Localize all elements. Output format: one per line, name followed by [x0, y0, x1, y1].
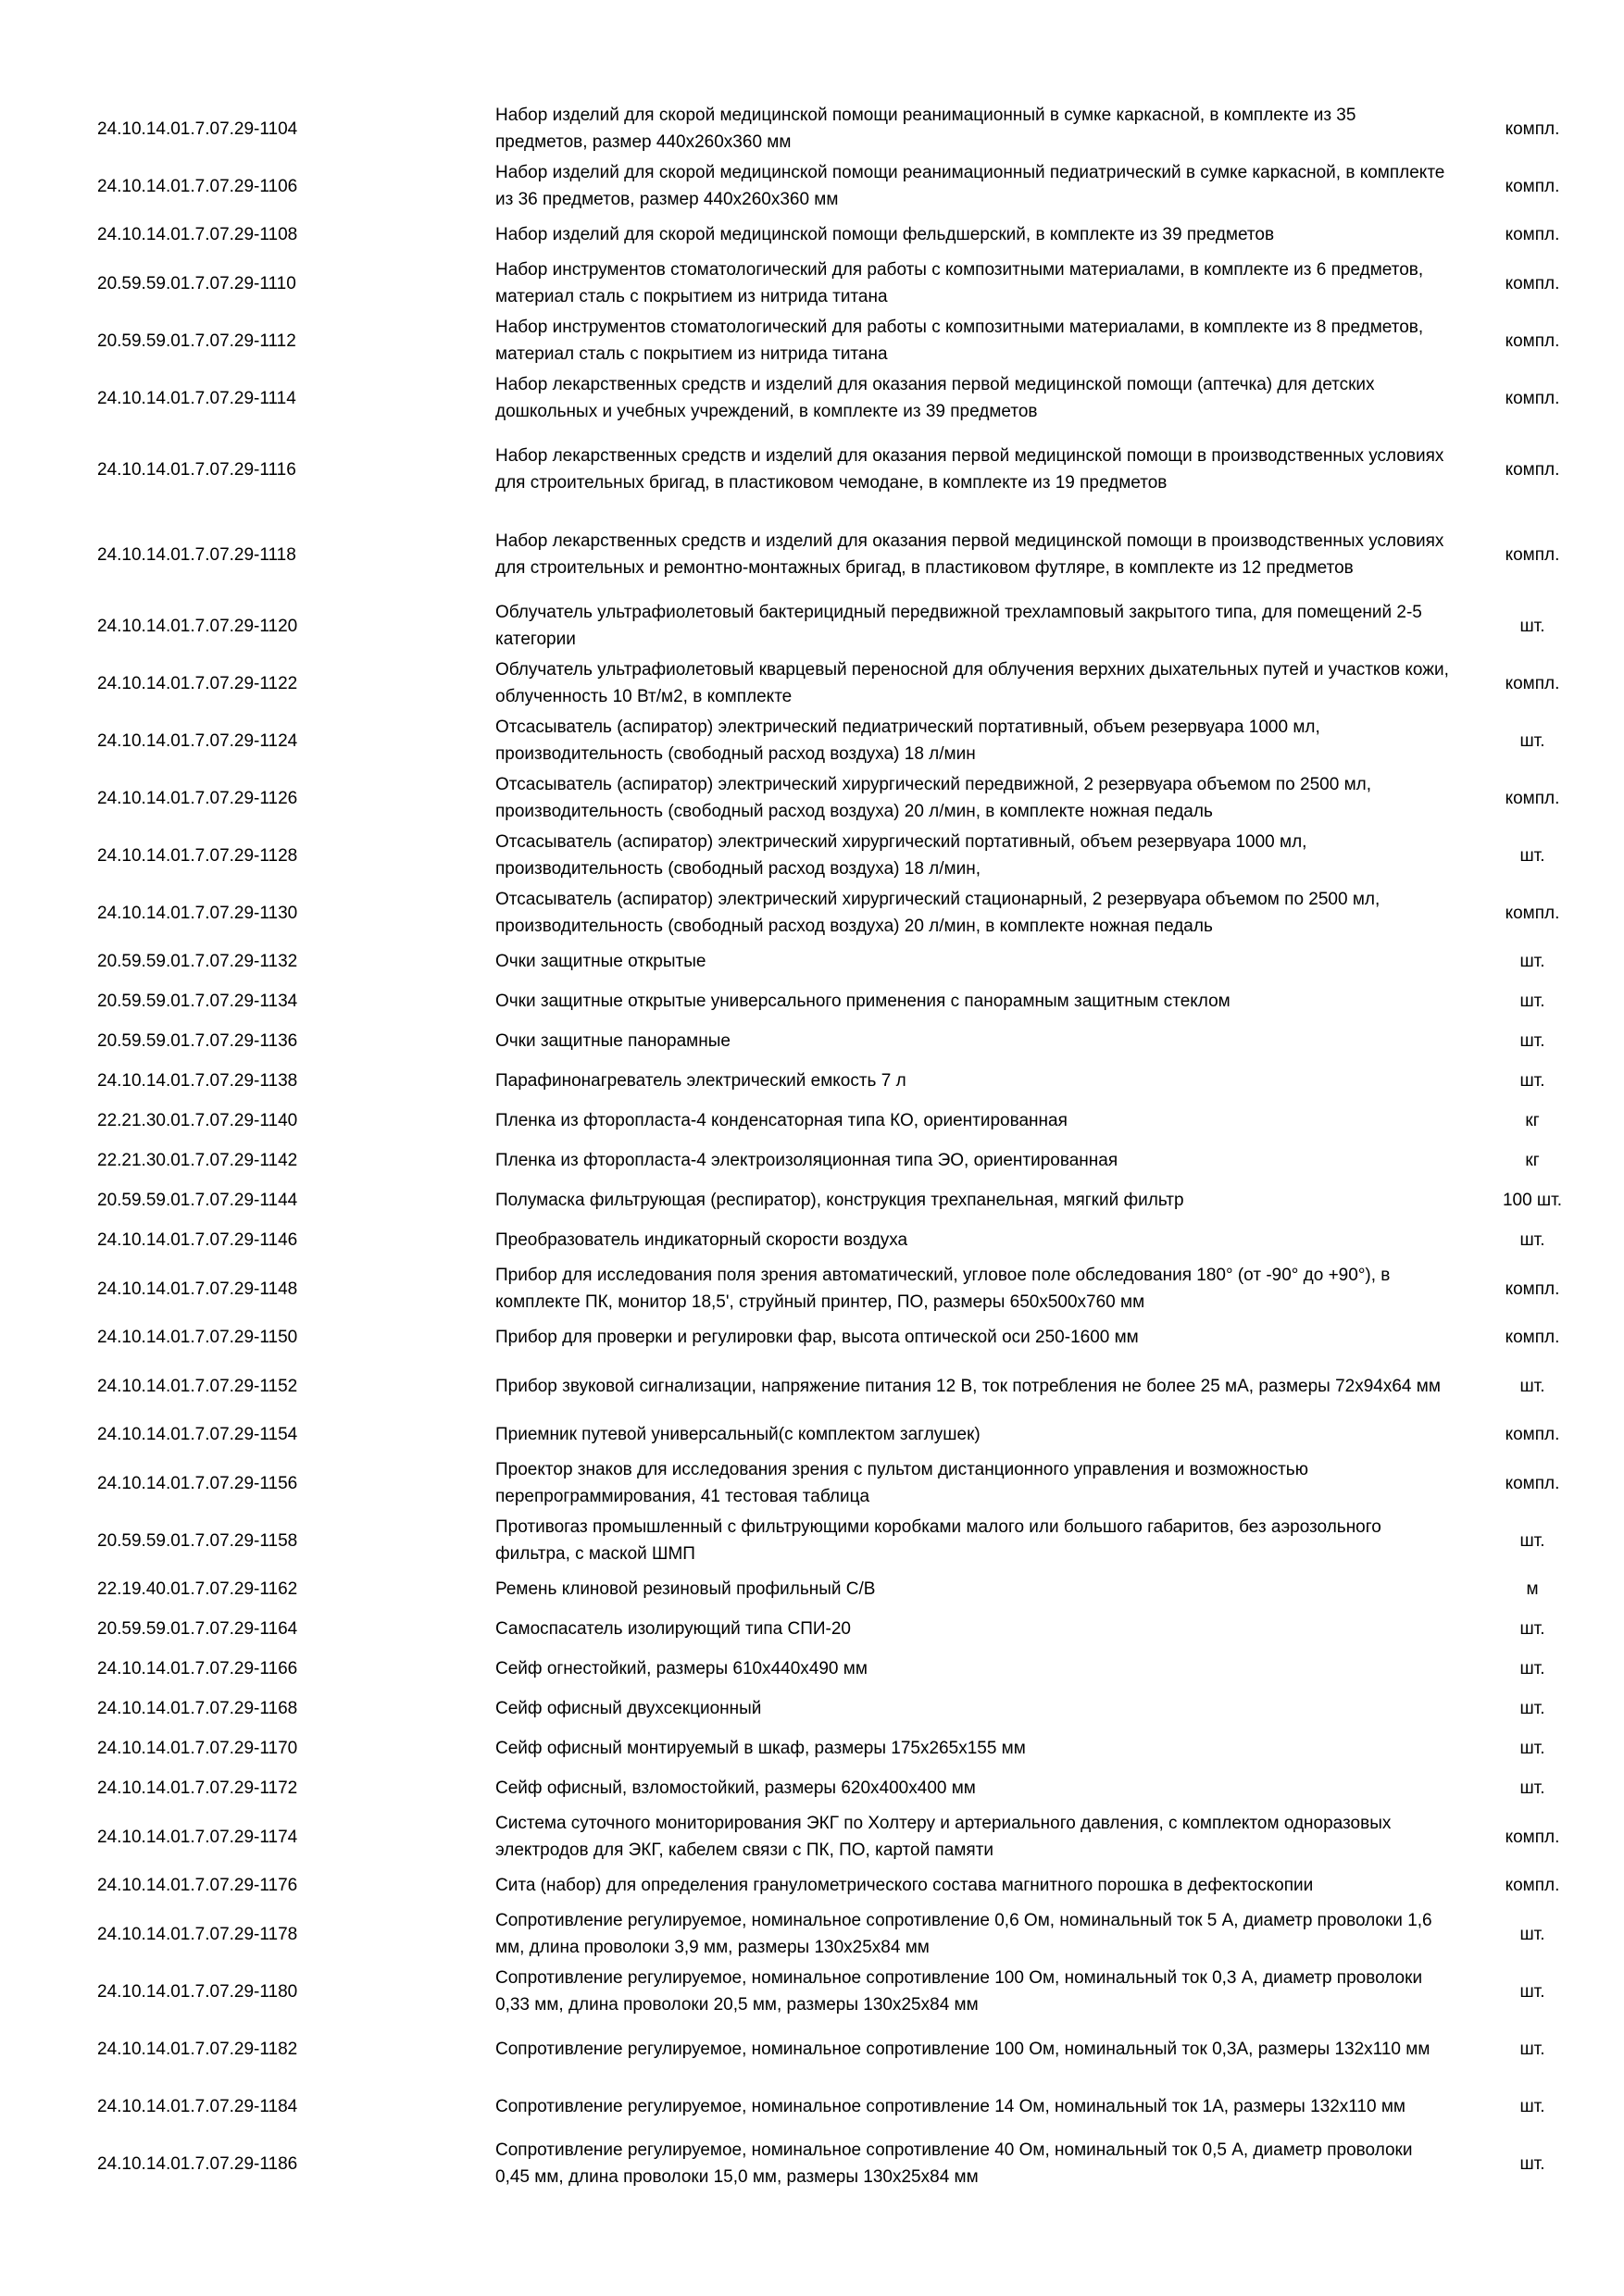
item-name: Противогаз промышленный с фильтрующими коробками малого или большого габаритов, без аэрозольного фильтра, с маской ШМП [495, 1517, 1381, 1564]
item-unit: кг [1525, 1151, 1540, 1170]
item-unit: шт. [1519, 845, 1545, 866]
item-code: 24.10.14.01.7.07.29-1180 [97, 1981, 298, 2002]
table-row [88, 942, 1588, 981]
table-row [88, 100, 1588, 157]
table-row [88, 2078, 1588, 2135]
table-row [88, 597, 1588, 655]
table-row [88, 827, 1588, 884]
item-code: 24.10.14.01.7.07.29-1124 [97, 730, 298, 751]
item-code: 24.10.14.01.7.07.29-1182 [97, 2039, 298, 2059]
item-name: Прибор для проверки и регулировки фар, высота оптической оси 250-1600 мм [495, 1328, 1139, 1347]
item-code: 24.10.14.01.7.07.29-1122 [97, 673, 298, 693]
item-name: Преобразователь индикаторный скорости воздуха [495, 1230, 908, 1250]
item-name: Полумаска фильтрующая (респиратор), конструкция трехпанельная, мягкий фильтр [495, 1191, 1184, 1210]
item-unit: компл. [1505, 273, 1560, 293]
item-unit: шт. [1519, 1659, 1545, 1678]
item-code: 24.10.14.01.7.07.29-1104 [97, 119, 298, 139]
table-row [88, 1728, 1588, 1768]
item-code: 20.59.59.01.7.07.29-1134 [97, 992, 298, 1011]
item-unit: м [1526, 1579, 1539, 1599]
item-unit: шт. [1519, 1619, 1545, 1639]
item-unit: компл. [1505, 331, 1560, 351]
item-name: Набор инструментов стоматологический для работы с композитными материалами, в комплекте из 6 предметов, материал сталь с покрытием из нитрида титана [495, 260, 1424, 306]
item-unit: компл. [1505, 544, 1560, 565]
item-unit: шт. [1519, 616, 1545, 636]
item-name: Очки защитные панорамные [495, 1031, 731, 1051]
item-name: Набор изделий для скорой медицинской помощи реанимационный педиатрический в сумке каркасной, в комплекте из 36 предметов, размер 440х260х360 мм [495, 163, 1445, 209]
item-name: Сопротивление регулируемое, номинальное сопротивление 40 Ом, номинальный ток 0,5 А, диаметр проволоки 0,45 мм, длина проволоки 15,0 мм, размеры 130х25х84 мм [495, 2140, 1413, 2187]
item-name: Пленка из фторопласта-4 конденсаторная типа КО, ориентированная [495, 1111, 1068, 1130]
item-unit: шт. [1519, 1530, 1545, 1551]
item-code: 24.10.14.01.7.07.29-1146 [97, 1230, 298, 1250]
item-unit: компл. [1505, 1328, 1560, 1347]
table-row [88, 157, 1588, 215]
item-name: Отсасыватель (аспиратор) электрический хирургический стационарный, 2 резервуара объемом по 2500 мл, производительность (свободный расход воздуха) 20 л/мин, в комплекте ножная педаль [495, 890, 1380, 936]
table-row [88, 1689, 1588, 1728]
table-row [88, 712, 1588, 769]
table-row [88, 1905, 1588, 1963]
item-code: 22.21.30.01.7.07.29-1140 [97, 1111, 298, 1130]
table-row [88, 655, 1588, 712]
item-name: Очки защитные открытые [495, 952, 706, 971]
item-code: 24.10.14.01.7.07.29-1174 [97, 1827, 298, 1847]
table-row [88, 2135, 1588, 2192]
table-row [88, 215, 1588, 255]
item-name: Самоспасатель изолирующий типа СПИ-20 [495, 1619, 851, 1639]
item-name: Набор инструментов стоматологический для работы с композитными материалами, в комплекте из 8 предметов, материал сталь с покрытием из нитрида титана [495, 318, 1424, 364]
items-table-body [88, 100, 1588, 2192]
item-code: 24.10.14.01.7.07.29-1138 [97, 1071, 298, 1091]
item-code: 20.59.59.01.7.07.29-1110 [97, 273, 296, 293]
items-table [88, 100, 1588, 2192]
table-row [88, 427, 1588, 512]
table-row [88, 369, 1588, 427]
table-row [88, 1101, 1588, 1141]
item-unit: компл. [1505, 459, 1560, 480]
item-name: Сейф офисный, взломостойкий, размеры 620х400х400 мм [495, 1778, 976, 1798]
table-row [88, 1963, 1588, 2020]
item-unit: шт. [1519, 730, 1545, 751]
item-unit: компл. [1505, 673, 1560, 693]
item-name: Набор изделий для скорой медицинской помощи реанимационный в сумке каркасной, в комплекте из 35 предметов, размер 440х260х360 мм [495, 106, 1356, 152]
table-row [88, 1569, 1588, 1609]
item-name: Отсасыватель (аспиратор) электрический педиатрический портативный, объем резервуара 1000 мл, производительность (свободный расход воздуха) 18 л/мин [495, 718, 1320, 764]
item-name: Прибор для исследования поля зрения автоматический, угловое поле обследования 180° (от -90° до +90°), в комплекте ПК, монитор 18,5', струйный принтер, ПО, размеры 650х500х760 мм [495, 1266, 1391, 1312]
item-unit: шт. [1519, 992, 1545, 1011]
item-code: 24.10.14.01.7.07.29-1106 [97, 176, 298, 196]
item-unit: компл. [1505, 1425, 1560, 1444]
item-code: 22.21.30.01.7.07.29-1142 [97, 1151, 298, 1170]
item-name: Сита (набор) для определения гранулометрического состава магнитного порошка в дефектоскопии [495, 1876, 1314, 1895]
table-row [88, 312, 1588, 369]
table-row [88, 1609, 1588, 1649]
item-unit: компл. [1505, 176, 1560, 196]
item-code: 24.10.14.01.7.07.29-1186 [97, 2153, 298, 2174]
table-row [88, 1180, 1588, 1220]
item-name: Набор лекарственных средств и изделий для оказания первой медицинской помощи в производственных условиях для строительных бригад, в пластиковом чемодане, в комплекте из 19 предметов [495, 446, 1444, 493]
item-unit: шт. [1519, 2039, 1545, 2059]
item-name: Прибор звуковой сигнализации, напряжение питания 12 В, ток потребления не более 25 мА, размеры 72х94х64 мм [495, 1376, 1441, 1396]
table-row [88, 769, 1588, 827]
item-name: Облучатель ультрафиолетовый бактерицидный передвижной трехламповый закрытого типа, для помещений 2-5 категории [495, 603, 1422, 649]
table-row [88, 1866, 1588, 1905]
item-unit: шт. [1519, 1924, 1545, 1944]
item-unit: шт. [1519, 2153, 1545, 2174]
item-name: Сейф офисный монтируемый в шкаф, размеры 175х265х155 мм [495, 1739, 1026, 1758]
item-unit: шт. [1519, 1031, 1545, 1051]
item-code: 22.19.40.01.7.07.29-1162 [97, 1579, 298, 1599]
item-name: Сейф офисный двухсекционный [495, 1699, 762, 1718]
item-unit: компл. [1505, 1279, 1560, 1299]
item-code: 24.10.14.01.7.07.29-1184 [97, 2096, 298, 2116]
table-row [88, 1808, 1588, 1866]
table-row [88, 255, 1588, 312]
item-code: 24.10.14.01.7.07.29-1166 [97, 1659, 298, 1678]
item-unit: шт. [1519, 1230, 1545, 1250]
item-code: 20.59.59.01.7.07.29-1132 [97, 952, 298, 971]
table-row [88, 1317, 1588, 1357]
item-name: Набор лекарственных средств и изделий для оказания первой медицинской помощи в производственных условиях для строительных и ремонтно-монтажных бригад, в пластиковом футляре, в комплекте из 12 предметов [495, 531, 1444, 578]
table-row [88, 1021, 1588, 1061]
item-unit: компл. [1505, 388, 1560, 408]
table-row [88, 1061, 1588, 1101]
item-unit: шт. [1519, 952, 1545, 971]
item-name: Отсасыватель (аспиратор) электрический хирургический портативный, объем резервуара 1000 мл, производительность (свободный расход воздуха) 18 л/мин, [495, 832, 1307, 879]
item-unit: компл. [1505, 1827, 1560, 1847]
item-unit: кг [1525, 1111, 1540, 1130]
item-code: 20.59.59.01.7.07.29-1164 [97, 1619, 298, 1639]
table-row [88, 1260, 1588, 1317]
item-code: 24.10.14.01.7.07.29-1156 [97, 1473, 298, 1493]
table-row [88, 1415, 1588, 1454]
table-row [88, 1141, 1588, 1180]
item-name: Набор изделий для скорой медицинской помощи фельдшерский, в комплекте из 39 предметов [495, 225, 1275, 244]
table-row [88, 512, 1588, 597]
item-name: Очки защитные открытые универсального применения с панорамным защитным стеклом [495, 992, 1230, 1011]
item-unit: шт. [1519, 1739, 1545, 1758]
table-row [88, 1357, 1588, 1415]
item-code: 20.59.59.01.7.07.29-1136 [97, 1031, 298, 1051]
item-name: Сейф огнестойкий, размеры 610х440х490 мм [495, 1659, 868, 1678]
item-unit: шт. [1519, 1376, 1545, 1396]
item-name: Набор лекарственных средств и изделий для оказания первой медицинской помощи (аптечка) для детских дошкольных и учебных учреждений, в комплекте из 39 предметов [495, 375, 1375, 421]
table-row [88, 1512, 1588, 1569]
table-row [88, 2020, 1588, 2078]
item-name: Сопротивление регулируемое, номинальное сопротивление 14 Ом, номинальный ток 1А, размеры 132х110 мм [495, 2096, 1405, 2116]
item-name: Приемник путевой универсальный(с комплектом заглушек) [495, 1425, 981, 1444]
table-row [88, 1649, 1588, 1689]
item-name: Сопротивление регулируемое, номинальное сопротивление 0,6 Ом, номинальный ток 5 А, диаметр проволоки 1,6 мм, длина проволоки 3,9 мм, размеры 130х25х84 мм [495, 1911, 1432, 1957]
item-name: Сопротивление регулируемое, номинальное сопротивление 100 Ом, номинальный ток 0,3А, размеры 132х110 мм [495, 2039, 1430, 2059]
item-code: 24.10.14.01.7.07.29-1168 [97, 1699, 298, 1718]
item-code: 24.10.14.01.7.07.29-1116 [97, 459, 296, 480]
item-code: 24.10.14.01.7.07.29-1150 [97, 1328, 298, 1347]
item-code: 24.10.14.01.7.07.29-1108 [97, 225, 298, 244]
item-name: Облучатель ультрафиолетовый кварцевый переносной для облучения верхних дыхательных путей и участков кожи, облученность 10 Вт/м2, в комплекте [495, 660, 1449, 706]
item-code: 24.10.14.01.7.07.29-1176 [97, 1876, 298, 1895]
item-code: 20.59.59.01.7.07.29-1112 [97, 331, 296, 351]
item-unit: компл. [1505, 788, 1560, 808]
item-name: Отсасыватель (аспиратор) электрический хирургический передвижной, 2 резервуара объемом по 2500 мл, производительность (свободный расход воздуха) 20 л/мин, в комплекте ножная педаль [495, 775, 1372, 821]
table-row [88, 981, 1588, 1021]
table-row [88, 1768, 1588, 1808]
item-name: Пленка из фторопласта-4 электроизоляционная типа ЭО, ориентированная [495, 1151, 1118, 1170]
item-code: 24.10.14.01.7.07.29-1120 [97, 616, 298, 636]
item-name: Система суточного мониторирования ЭКГ по Холтеру и артериального давления, с комплектом одноразовых электродов для ЭКГ, кабелем связи с ПК, ПО, картой памяти [495, 1814, 1392, 1860]
item-name: Сопротивление регулируемое, номинальное сопротивление 100 Ом, номинальный ток 0,3 А, диаметр проволоки 0,33 мм, длина проволоки 20,5 мм, размеры 130х25х84 мм [495, 1968, 1423, 2015]
item-code: 24.10.14.01.7.07.29-1170 [97, 1739, 298, 1758]
item-unit: компл. [1505, 119, 1560, 139]
item-code: 20.59.59.01.7.07.29-1158 [97, 1530, 298, 1551]
item-code: 24.10.14.01.7.07.29-1130 [97, 903, 298, 923]
item-name: Ремень клиновой резиновый профильный С/В [495, 1579, 876, 1599]
table-row [88, 884, 1588, 942]
item-name: Парафинонагреватель электрический емкость 7 л [495, 1071, 906, 1091]
item-code: 24.10.14.01.7.07.29-1114 [97, 388, 296, 408]
item-code: 24.10.14.01.7.07.29-1178 [97, 1924, 298, 1944]
table-row [88, 1220, 1588, 1260]
item-name: Проектор знаков для исследования зрения с пультом дистанционного управления и возможностью перепрограммирования, 41 тестовая таблица [495, 1460, 1308, 1506]
item-unit: компл. [1505, 225, 1560, 244]
item-code: 24.10.14.01.7.07.29-1172 [97, 1778, 298, 1798]
item-unit: шт. [1519, 1699, 1545, 1718]
item-unit: компл. [1505, 1473, 1560, 1493]
item-code: 24.10.14.01.7.07.29-1118 [97, 544, 296, 565]
item-code: 20.59.59.01.7.07.29-1144 [97, 1191, 298, 1210]
item-code: 24.10.14.01.7.07.29-1128 [97, 845, 298, 866]
item-code: 24.10.14.01.7.07.29-1152 [97, 1376, 298, 1396]
item-code: 24.10.14.01.7.07.29-1126 [97, 788, 298, 808]
table-row [88, 1454, 1588, 1512]
item-unit: компл. [1505, 903, 1560, 923]
item-unit: шт. [1519, 1071, 1545, 1091]
item-unit: шт. [1519, 1981, 1545, 2002]
item-code: 24.10.14.01.7.07.29-1154 [97, 1425, 298, 1444]
item-unit: 100 шт. [1502, 1191, 1563, 1210]
item-unit: компл. [1505, 1876, 1560, 1895]
item-unit: шт. [1519, 2096, 1545, 2116]
item-unit: шт. [1519, 1778, 1545, 1798]
item-code: 24.10.14.01.7.07.29-1148 [97, 1279, 298, 1299]
